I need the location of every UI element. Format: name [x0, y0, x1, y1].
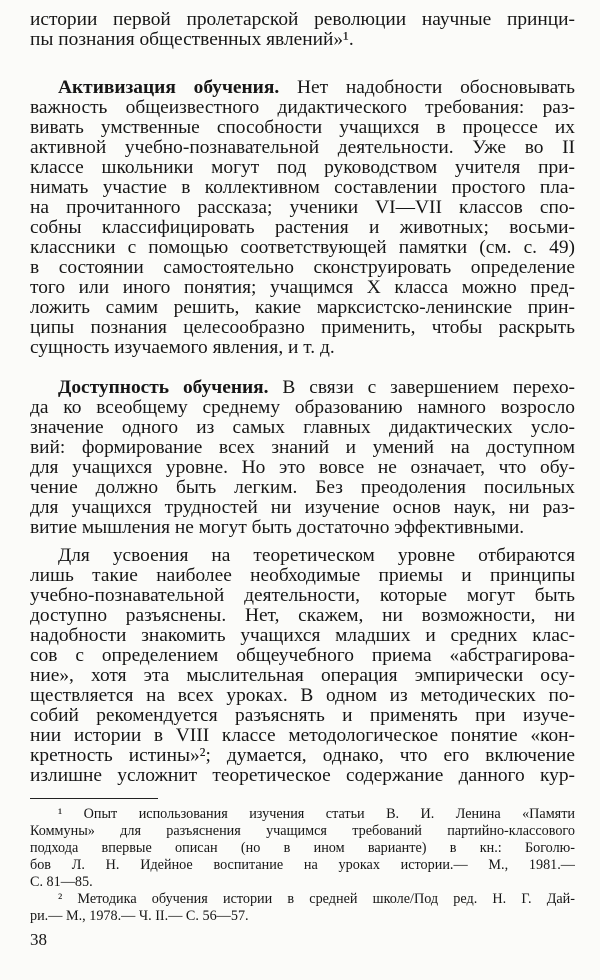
footnote-line: бов Л. Н. Идейное воспитание на уроках истории.— М., 1981.— [30, 857, 575, 873]
text-line: истории первой пролетарской революции научные принци- [30, 10, 575, 30]
text-line: чение должно быть легким. Без преодоления посильных [30, 478, 575, 498]
text-line: излишне усложнит теоретическое содержание данного кур- [30, 766, 575, 786]
text-line: для учащихся уровне. Но это вовсе не означает, что обу- [30, 458, 575, 478]
footnote-line: подхода впервые описан (но в ином варианте) в кн.: Боголю- [30, 840, 575, 856]
section-heading-activation: Активизация обучения. [58, 78, 280, 98]
intro-paragraph [30, 10, 575, 50]
text-line: да ко всеобщему среднему образованию намного возросло [30, 398, 575, 418]
text-line: витие мышления не могут быть достаточно эффективными. [30, 518, 525, 538]
text-line: вивать умственные способности учащихся в процессе их [30, 118, 575, 138]
text-line: важность общеизвестного дидактического требования: раз- [30, 98, 575, 118]
text-line: Для усвоения на теоретическом уровне отбираются [58, 546, 575, 566]
footnote-line: ри.— М., 1978.— Ч. II.— С. 56—57. [30, 908, 249, 924]
text-line: классе школьники могут под руководством учителя при- [30, 158, 575, 178]
text-line: сущность изучаемого явления, и т. д. [30, 338, 335, 358]
text-line: лишь такие наиболее необходимые приемы и принципы [30, 566, 575, 586]
text-line: собны классифицировать растения и животных; восьми- [30, 218, 575, 238]
text-line: активной учебно-познавательной деятельности. Уже во II [30, 138, 575, 158]
text-line: на прочитанного рассказа; ученики VI—VII классов спо- [30, 198, 575, 218]
text-line: нимать участие в коллективном составлении простого пла- [30, 178, 575, 198]
text-line: нии истории в VIII классе методологическое понятие «кон- [30, 726, 575, 746]
text-line: ние», хотя эта мыслительная операция эмпирически осу- [30, 666, 575, 686]
text-line: для учащихся трудностей ни изучение основ наук, ни раз- [30, 498, 575, 518]
paragraph-theory [30, 546, 575, 786]
text-line: классники с помощью соответствующей памятки (см. с. 49) [30, 238, 575, 258]
text-line: в состоянии самостоятельно сконструировать определение [30, 258, 575, 278]
text-line: пы познания общественных явлений»¹. [30, 30, 354, 50]
text-line-part: В связи с завершением перехо- [268, 378, 575, 398]
text-line: доступно разъяснены. Нет, скажем, ни возможности, ни [30, 606, 575, 626]
footnote-line: Коммуны» для разъяснения учащимся требований партийно-классового [30, 823, 575, 839]
footnote-divider [30, 798, 158, 799]
text-line [30, 78, 575, 98]
footnote-line: С. 81—85. [30, 874, 93, 890]
text-line: ществляется на всех уроках. В одном из методических по- [30, 686, 575, 706]
text-line: учебно-познавательной деятельности, которые могут быть [30, 586, 575, 606]
footnotes [30, 806, 575, 925]
section-accessibility [30, 378, 575, 538]
text-line: вий: формирование всех знаний и умений на доступном [30, 438, 575, 458]
text-line: кретность истины»²; думается, однако, что его включение [30, 746, 575, 766]
text-line: сов с определением общеучебного приема «абстрагирова- [30, 646, 575, 666]
section-heading-accessibility: Доступность обучения. [58, 378, 269, 398]
text-line: ложить самим решить, какие марксистско-ленинские прин- [30, 298, 575, 318]
text-line: того или иного понятия; учащимся X класса можно пред- [30, 278, 575, 298]
text-line: собий рекомендуется разъяснять и применять при изуче- [30, 706, 575, 726]
text-line: надобности знакомить учащихся младших и средних клас- [30, 626, 575, 646]
section-activation [30, 78, 575, 358]
text-line: значение одного из самых главных дидактических усло- [30, 418, 575, 438]
footnote-line: ¹ Опыт использования изучения статьи В. И. Ленина «Памяти [58, 806, 575, 822]
page-number: 38 [30, 930, 47, 949]
footnote-line: ² Методика обучения истории в средней школе/Под ред. Н. Г. Дай- [58, 891, 575, 907]
text-line-part: Нет надобности обосновывать [279, 78, 575, 98]
text-line: ципы познания целесообразно применить, чтобы раскрыть [30, 318, 575, 338]
text-line [30, 378, 575, 398]
